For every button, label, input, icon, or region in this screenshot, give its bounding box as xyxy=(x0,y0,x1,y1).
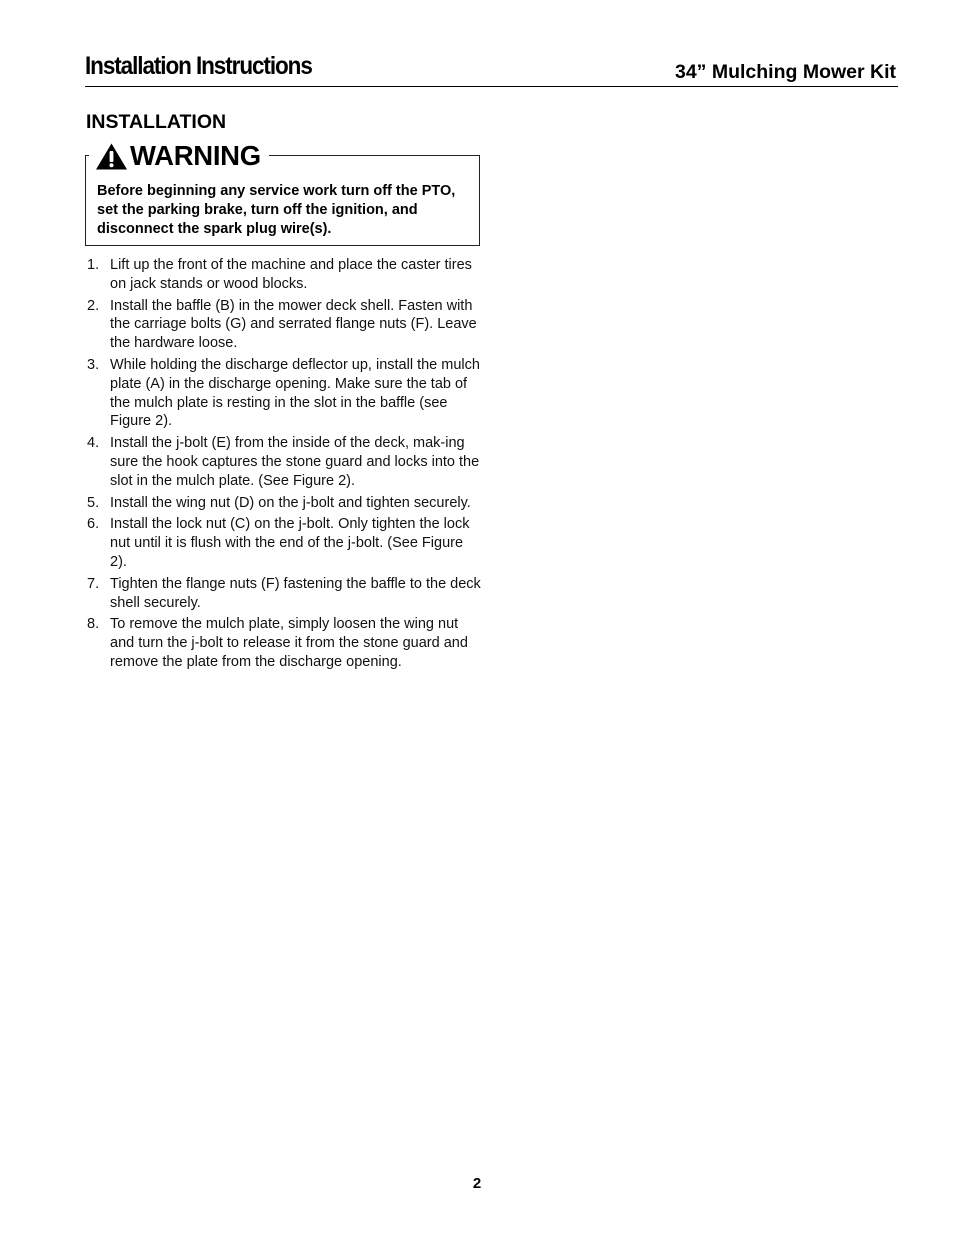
list-item xyxy=(87,515,483,571)
step-text: Tighten the flange nuts (F) fastening the baffle to the deck shell securely. xyxy=(110,575,481,611)
step-number: 5. xyxy=(87,494,100,511)
page-title: Installation Instructions xyxy=(85,52,312,80)
step-number: 2. xyxy=(87,297,100,314)
page-number: 2 xyxy=(472,1175,482,1192)
warning-label xyxy=(89,139,269,173)
list-item xyxy=(87,615,483,671)
kit-name: 34” Mulching Mower Kit xyxy=(674,61,896,83)
step-text: Install the wing nut (D) on the j-bolt and tighten securely. xyxy=(110,494,471,511)
step-number: 6. xyxy=(87,516,100,533)
list-item xyxy=(87,256,483,294)
list-item xyxy=(87,297,483,353)
step-number: 3. xyxy=(87,356,100,373)
section-heading: INSTALLATION xyxy=(86,111,227,133)
list-item xyxy=(87,356,483,431)
step-number: 4. xyxy=(87,435,100,452)
list-item xyxy=(87,434,483,490)
step-text: Install the j-bolt (E) from the inside of the deck, mak-ing sure the hook captures the stone guard and locks into the slot in the mulch plate. (See Figure 2). xyxy=(110,435,480,489)
step-text: Install the baffle (B) in the mower deck shell. Fasten with the carriage bolts (G) and serrated flange nuts (F). Leave the hardware loose. xyxy=(110,297,477,352)
warning-text: Before beginning any service work turn off the PTO, set the parking brake, turn off the ignition, and disconnect the spark plug wire(s). xyxy=(97,183,456,237)
list-item xyxy=(87,575,483,613)
list-item xyxy=(87,494,483,513)
step-text: Install the lock nut (C) on the j-bolt. Only tighten the lock nut until it is flush with the end of the j-bolt. (See Figure 2). xyxy=(110,516,470,570)
header-divider xyxy=(85,86,898,87)
installation-steps xyxy=(87,256,483,675)
step-text: While holding the discharge deflector up, install the mulch plate (A) in the discharge opening. Make sure the tab of the mulch plate is resting in the slot in the baffle (see Figure 2). xyxy=(110,356,480,430)
step-number: 1. xyxy=(87,257,100,273)
step-number: 8. xyxy=(87,616,100,633)
warning-triangle-icon xyxy=(95,142,128,171)
step-text: To remove the mulch plate, simply loosen the wing nut and turn the j-bolt to release it from the stone guard and remove the plate from the discharge opening. xyxy=(110,616,468,670)
step-text: Lift up the front of the machine and place the caster tires on jack stands or wood blocks. xyxy=(110,257,472,292)
step-number: 7. xyxy=(87,575,100,592)
warning-word: WARNING xyxy=(130,140,261,171)
